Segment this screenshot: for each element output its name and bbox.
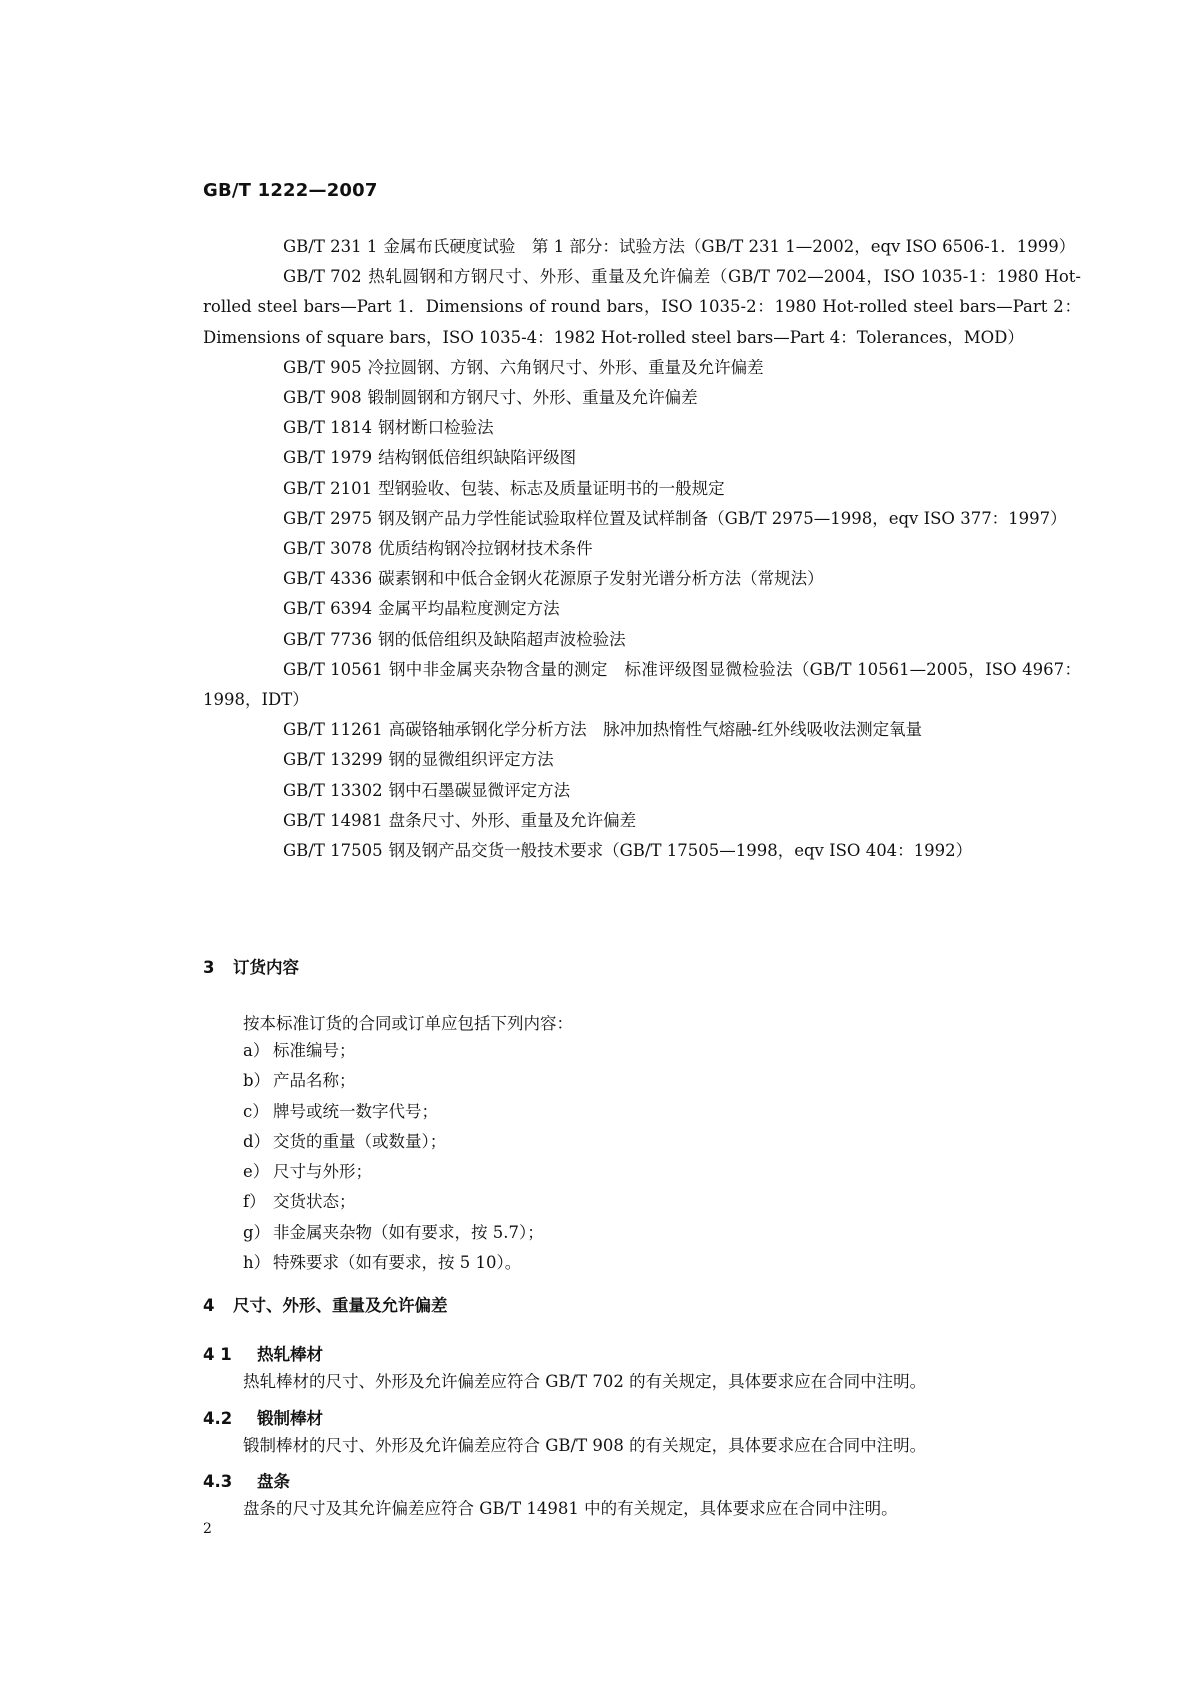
reference-code: GB/T 1979 (283, 448, 373, 468)
section-number: 4 (203, 1296, 215, 1315)
reference-code: GB/T 2101 (283, 478, 373, 498)
list-marker: h） (243, 1253, 271, 1273)
list-text: 标准编号； (273, 1041, 356, 1060)
reference-item (203, 474, 1081, 504)
order-content-list (243, 1036, 544, 1278)
reference-title: 钢的低倍组织及缺陷超声波检验法 (378, 629, 626, 649)
reference-title: 碳素钢和中低合金钢火花源原子发射光谱分析方法（常规法） (378, 569, 824, 589)
section-3-intro: 按本标准订货的合同或订单应包括下列内容： (243, 1014, 573, 1033)
list-item (243, 1127, 544, 1157)
section-title: 尺寸、外形、重量及允许偏差 (233, 1296, 448, 1315)
list-item (243, 1097, 544, 1127)
reference-code: GB/T 4336 (283, 569, 373, 589)
reference-item (203, 564, 1081, 594)
page-number: 2 (203, 1521, 212, 1537)
section-title: 订货内容 (233, 958, 299, 977)
reference-title: 结构钢低倍组织缺陷评级图 (378, 448, 577, 468)
reference-item (203, 655, 1081, 715)
reference-code: GB/T 1814 (283, 418, 373, 438)
list-marker: d） (243, 1131, 271, 1151)
reference-item (203, 594, 1081, 624)
section-3-heading (203, 954, 299, 978)
list-text: 尺寸与外形； (273, 1162, 372, 1182)
section-4-heading (203, 1292, 448, 1316)
reference-code: GB/T 6394 (283, 599, 373, 619)
reference-code: GB/T 908 (283, 388, 362, 408)
reference-item (203, 413, 1081, 443)
reference-title: 冷拉圆钢、方钢、六角钢尺寸、外形、重量及允许偏差 (367, 357, 764, 377)
reference-code: GB/T 3078 (283, 539, 373, 559)
reference-item (203, 353, 1081, 383)
subsection-number: 4.3 (203, 1472, 233, 1491)
list-text: 交货状态； (273, 1192, 356, 1212)
list-item (243, 1187, 544, 1217)
list-marker: b） (243, 1071, 271, 1091)
reference-title: 型钢验收、包装、标志及质量证明书的一般规定 (378, 478, 725, 498)
reference-title: 金属布氏硬度试验 第 1 部分：试验方法（GB/T 231 1—2002，eqv ISO 6506-1．1999） (383, 237, 1076, 256)
subsection-title: 热轧棒材 (257, 1345, 323, 1364)
reference-title: 钢中石墨碳显微评定方法 (388, 780, 571, 800)
reference-item (203, 504, 1081, 534)
reference-title: 优质结构钢冷拉钢材技术条件 (378, 539, 593, 559)
list-marker: a） (243, 1041, 270, 1060)
subsection-number: 4 1 (203, 1345, 232, 1364)
subsection-title: 盘条 (257, 1472, 290, 1491)
reference-title: 钢的显微组织评定方法 (388, 750, 554, 770)
reference-item (203, 776, 1081, 806)
reference-title: 钢及钢产品力学性能试验取样位置及试样制备（GB/T 2975—1998，eqv ISO 377：1997） (378, 508, 1067, 528)
list-marker: c） (243, 1101, 269, 1121)
reference-item (203, 715, 1081, 745)
reference-code: GB/T 231 1 (283, 237, 378, 256)
reference-title: 锻制圆钢和方钢尺寸、外形、重量及允许偏差 (367, 388, 698, 408)
reference-title: 钢材断口检验法 (378, 418, 494, 438)
list-item (243, 1157, 544, 1187)
list-item (243, 1218, 544, 1248)
section-number: 3 (203, 958, 215, 977)
reference-title: 盘条尺寸、外形、重量及允许偏差 (388, 810, 637, 830)
reference-code: GB/T 11261 (283, 720, 383, 740)
reference-item (203, 806, 1081, 836)
list-marker: e） (243, 1162, 270, 1182)
reference-item (203, 232, 1081, 262)
reference-item (203, 383, 1081, 413)
subsection-number: 4.2 (203, 1409, 233, 1428)
reference-item (203, 443, 1081, 473)
subsection-4-2-text: 锻制棒材的尺寸、外形及允许偏差应符合 GB/T 908 的有关规定，具体要求应在合同中注明。 (243, 1436, 927, 1455)
reference-title: 钢及钢产品交货一般技术要求（GB/T 17505—1998，eqv ISO 404：1992） (388, 841, 973, 861)
list-text: 特殊要求（如有要求，按 5 10）。 (273, 1253, 522, 1273)
list-text: 交货的重量（或数量）； (273, 1131, 447, 1151)
reference-code: GB/T 702 (283, 267, 362, 287)
list-marker: f） (243, 1192, 266, 1212)
reference-title: 钢中非金属夹杂物含量的测定 标准评级图显微检验法（GB/T 10561—2005，ISO 4967：1998，IDT） (203, 659, 1081, 710)
subsection-title: 锻制棒材 (257, 1409, 323, 1428)
reference-title: 高碳铬轴承钢化学分析方法 脉冲加热惰性气熔融-红外线吸收法测定氧量 (388, 720, 923, 740)
subsection-4-1-text: 热轧棒材的尺寸、外形及允许偏差应符合 GB/T 702 的有关规定，具体要求应在合同中注明。 (243, 1372, 927, 1391)
list-text: 牌号或统一数字代号； (273, 1101, 438, 1121)
reference-item (203, 534, 1081, 564)
reference-item (203, 262, 1081, 353)
reference-code: GB/T 14981 (283, 810, 383, 830)
reference-item (203, 836, 1081, 866)
reference-title: 热轧圆钢和方钢尺寸、外形、重量及允许偏差（GB/T 702—2004，ISO 1035-1：1980 Hot-rolled steel bars—Part 1．Dimensions of round bars，ISO 1035-2：1980 Hot-rolled steel bars—Part 2：Dimensions of square bars，ISO 1035-4：1982 Hot-rolled steel bars—Part 4：Tolerances，MOD） (203, 267, 1081, 347)
reference-code: GB/T 10561 (283, 659, 383, 679)
subsection-4-2-heading (203, 1405, 323, 1429)
list-marker: g） (243, 1222, 271, 1242)
list-text: 产品名称； (273, 1071, 356, 1091)
reference-item (203, 745, 1081, 775)
reference-code: GB/T 13299 (283, 750, 383, 770)
reference-item (203, 625, 1081, 655)
subsection-4-3-heading (203, 1468, 290, 1492)
reference-code: GB/T 7736 (283, 629, 373, 649)
standard-id-header: GB/T 1222—2007 (203, 180, 378, 201)
subsection-4-1-heading (203, 1341, 323, 1365)
list-item (243, 1066, 544, 1096)
normative-references-list (203, 232, 1081, 866)
reference-code: GB/T 2975 (283, 508, 373, 528)
subsection-4-3-text: 盘条的尺寸及其允许偏差应符合 GB/T 14981 中的有关规定，具体要求应在合同中注明。 (243, 1499, 898, 1518)
list-item (243, 1036, 544, 1066)
reference-code: GB/T 905 (283, 357, 362, 377)
reference-code: GB/T 13302 (283, 780, 383, 800)
list-item (243, 1248, 544, 1278)
reference-title: 金属平均晶粒度测定方法 (378, 599, 560, 619)
reference-code: GB/T 17505 (283, 841, 383, 861)
list-text: 非金属夹杂物（如有要求，按 5.7）； (273, 1222, 544, 1242)
